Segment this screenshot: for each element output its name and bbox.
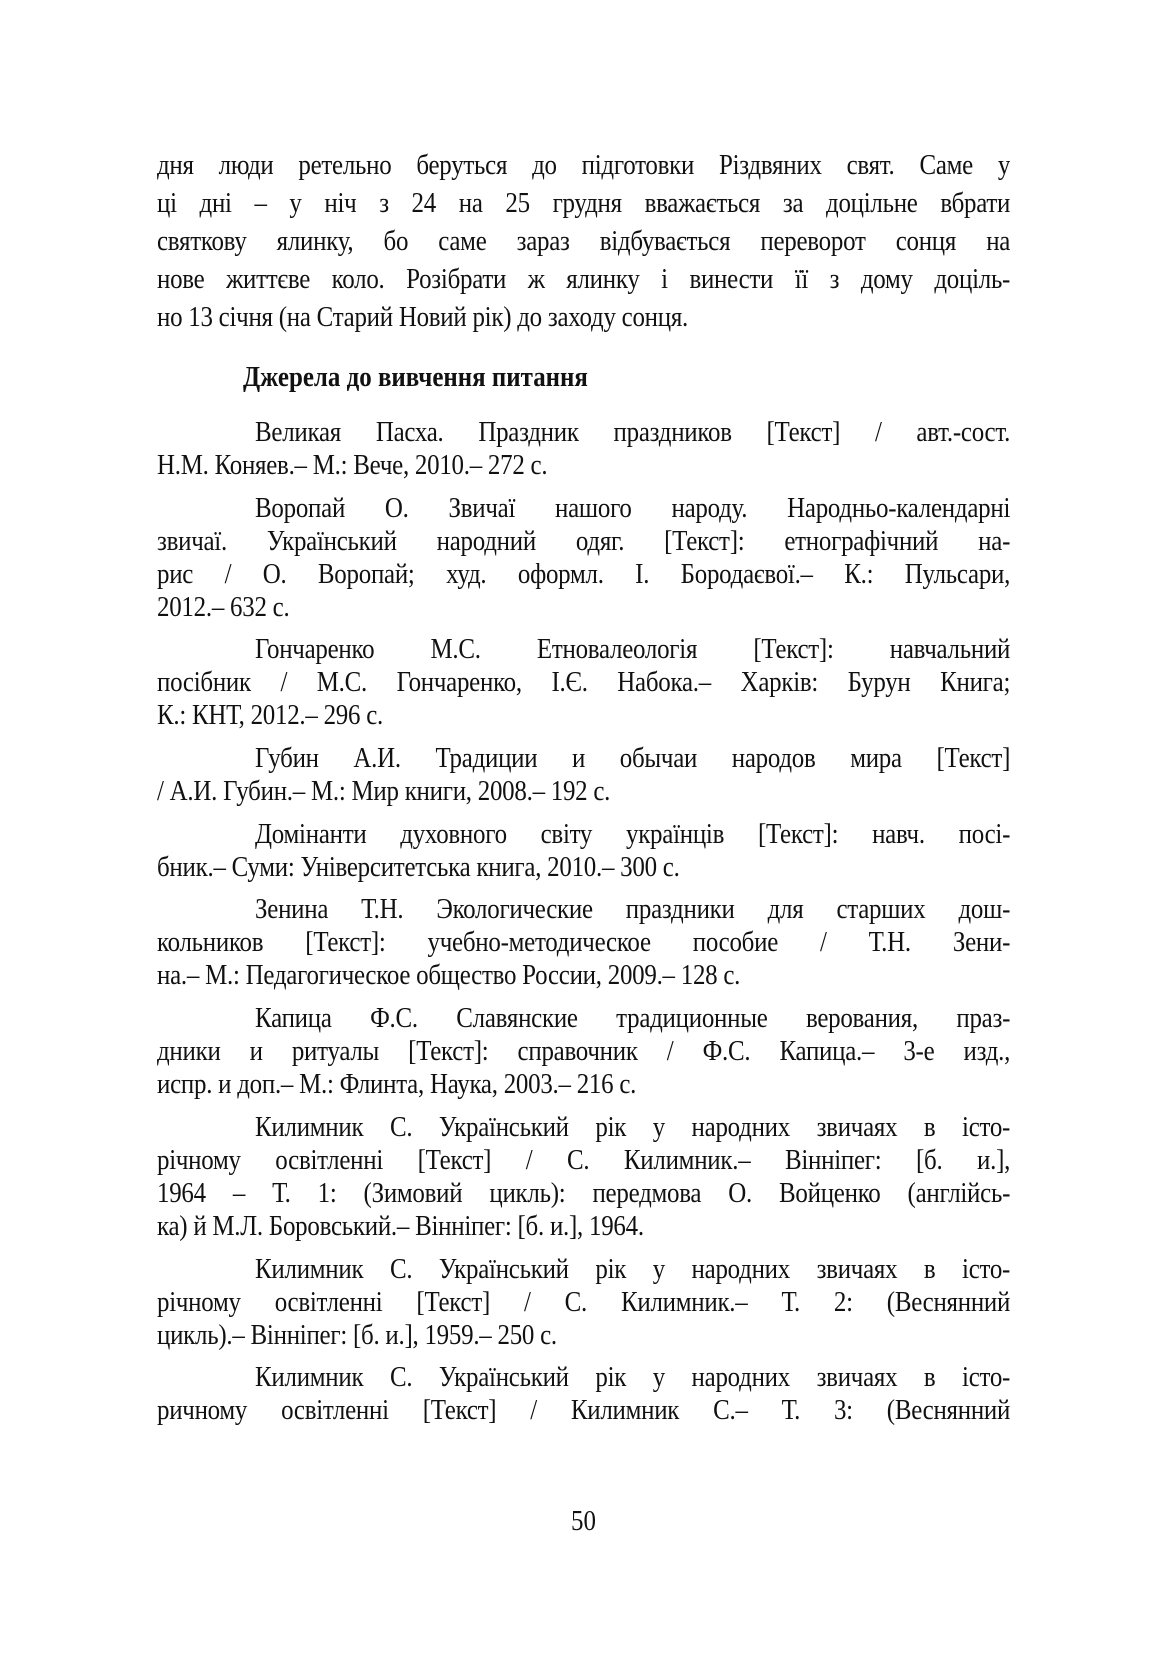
- text-line-content: Н.М. Коняев.– М.: Вече, 2010.– 272 с.: [157, 449, 548, 481]
- text-line-content: Великая Пасха. Праздник праздников [Текст] / авт.-сост.: [255, 416, 1010, 448]
- text-line-content: ричному освітленні [Текст] / Килимник С.– Т. 3: (Веснянний: [157, 1394, 1010, 1427]
- text-line-content: 1964 – Т. 1: (Зимовий цикль): передмова О. Войценко (англійсь-: [157, 1176, 1010, 1209]
- text-line: [157, 775, 1010, 808]
- text-line: [157, 1210, 1010, 1243]
- text-line: [157, 1002, 1010, 1035]
- text-line: [157, 1111, 1010, 1144]
- text-line: [157, 926, 1010, 959]
- section-heading: [157, 358, 1010, 396]
- section-heading-text: Джерела до вивчення питання: [243, 361, 588, 393]
- text-line: [157, 591, 1010, 624]
- text-line: [157, 666, 1010, 699]
- text-line-content: дники и ритуалы [Текст]: справочник / Ф.С. Капица.– 3-е изд.,: [157, 1035, 1010, 1068]
- reference-item: [157, 1253, 1010, 1352]
- text-line-content: К.: КНТ, 2012.– 296 с.: [157, 699, 383, 732]
- text-line: [157, 1361, 1010, 1394]
- text-line-content: ці дні – у ніч з 24 на 25 грудня вважається за доцільне вбрати: [157, 187, 1010, 219]
- reference-item: [157, 818, 1010, 884]
- text-line: [157, 1286, 1010, 1319]
- text-line: [157, 1144, 1010, 1177]
- text-line: [157, 525, 1010, 558]
- text-line-content: Килимник С. Український рік у народних звичаях в істо-: [255, 1252, 1010, 1285]
- text-line-content: Капица Ф.С. Славянские традиционные верования, праз-: [255, 1002, 1010, 1035]
- text-line: [157, 492, 1010, 525]
- reference-item: [157, 633, 1010, 732]
- reference-list: [157, 416, 1010, 1427]
- intro-paragraph: [157, 146, 1010, 336]
- text-line-content: кольников [Текст]: учебно-методическое пособие / Т.Н. Зени-: [157, 926, 1010, 959]
- text-line-content: 2012.– 632 с.: [157, 590, 290, 623]
- text-line: [157, 184, 1010, 222]
- text-line-content: Воропай О. Звичаї нашого народу. Народньо-календарні: [255, 491, 1010, 524]
- text-line-content: но 13 січня (на Старий Новий рік) до заходу сонця.: [157, 301, 689, 333]
- text-line-content: / А.И. Губин.– М.: Мир книги, 2008.– 192 с.: [157, 775, 611, 808]
- text-line-content: річному освітленні [Текст] / С. Килимник.– Т. 2: (Веснянний: [157, 1285, 1010, 1318]
- text-line: [157, 633, 1010, 666]
- text-line-content: нове життєве коло. Розібрати ж ялинку і винести її з дому доціль-: [157, 263, 1010, 295]
- text-line: [157, 449, 1010, 482]
- text-line-content: испр. и доп.– М.: Флинта, Наука, 2003.– 216 с.: [157, 1068, 637, 1101]
- text-line: [157, 260, 1010, 298]
- reference-item: [157, 1111, 1010, 1243]
- reference-item: [157, 416, 1010, 482]
- text-line-content: святкову ялинку, бо саме зараз відбувається переворот сонця на: [157, 225, 1010, 257]
- reference-item: [157, 742, 1010, 808]
- text-line-content: посібник / М.С. Гончаренко, І.Є. Набока.– Харків: Бурун Книга;: [157, 666, 1010, 699]
- text-line: [157, 851, 1010, 884]
- text-line: [157, 1394, 1010, 1427]
- document-page: [157, 146, 1010, 1437]
- text-line: [157, 298, 1010, 336]
- reference-item: [157, 492, 1010, 624]
- text-line: [157, 893, 1010, 926]
- text-line: [157, 222, 1010, 260]
- page-number-container: [0, 1504, 1166, 1538]
- reference-item: [157, 1361, 1010, 1427]
- text-line: [157, 742, 1010, 775]
- page-number: 50: [570, 1505, 596, 1537]
- text-line: [157, 959, 1010, 992]
- text-line: [157, 1253, 1010, 1286]
- text-line-content: Килимник С. Український рік у народних звичаях в істо-: [255, 1110, 1010, 1143]
- text-line-content: на.– М.: Педагогическое общество России, 2009.– 128 с.: [157, 959, 741, 992]
- text-line: [157, 818, 1010, 851]
- text-line: [157, 1177, 1010, 1210]
- text-line: [157, 416, 1010, 449]
- text-line-content: бник.– Суми: Університетська книга, 2010.– 300 с.: [157, 850, 680, 883]
- text-line-content: дня люди ретельно беруться до підготовки Різдвяних свят. Саме у: [157, 149, 1010, 181]
- text-line-content: Килимник С. Український рік у народних звичаях в істо-: [255, 1361, 1010, 1394]
- text-line: [157, 146, 1010, 184]
- text-line-content: Гончаренко М.С. Етновалеологія [Текст]: навчальний: [255, 633, 1010, 666]
- text-line-content: Домінанти духовного світу українців [Текст]: навч. посі-: [255, 817, 1010, 850]
- text-line-content: звичаї. Український народний одяг. [Текст]: етнографічний на-: [157, 524, 1010, 557]
- text-line: [157, 699, 1010, 732]
- text-line: [157, 1068, 1010, 1101]
- text-line: [157, 558, 1010, 591]
- reference-item: [157, 893, 1010, 992]
- reference-item: [157, 1002, 1010, 1101]
- text-line-content: Зенина Т.Н. Экологические праздники для старших дош-: [255, 893, 1010, 926]
- text-line-content: річному освітленні [Текст] / С. Килимник.– Вінніпег: [б. и.],: [157, 1143, 1010, 1176]
- text-line-content: рис / О. Воропай; худ. оформл. І. Бородаєвої.– К.: Пульсари,: [157, 557, 1010, 590]
- text-line: [157, 1319, 1010, 1352]
- text-line-content: цикль).– Вінніпег: [б. и.], 1959.– 250 с.: [157, 1318, 557, 1351]
- text-line-content: ка) й М.Л. Боровський.– Вінніпег: [б. и.], 1964.: [157, 1209, 644, 1242]
- text-line: [157, 1035, 1010, 1068]
- text-line-content: Губин А.И. Традиции и обычаи народов мира [Текст]: [255, 742, 1010, 775]
